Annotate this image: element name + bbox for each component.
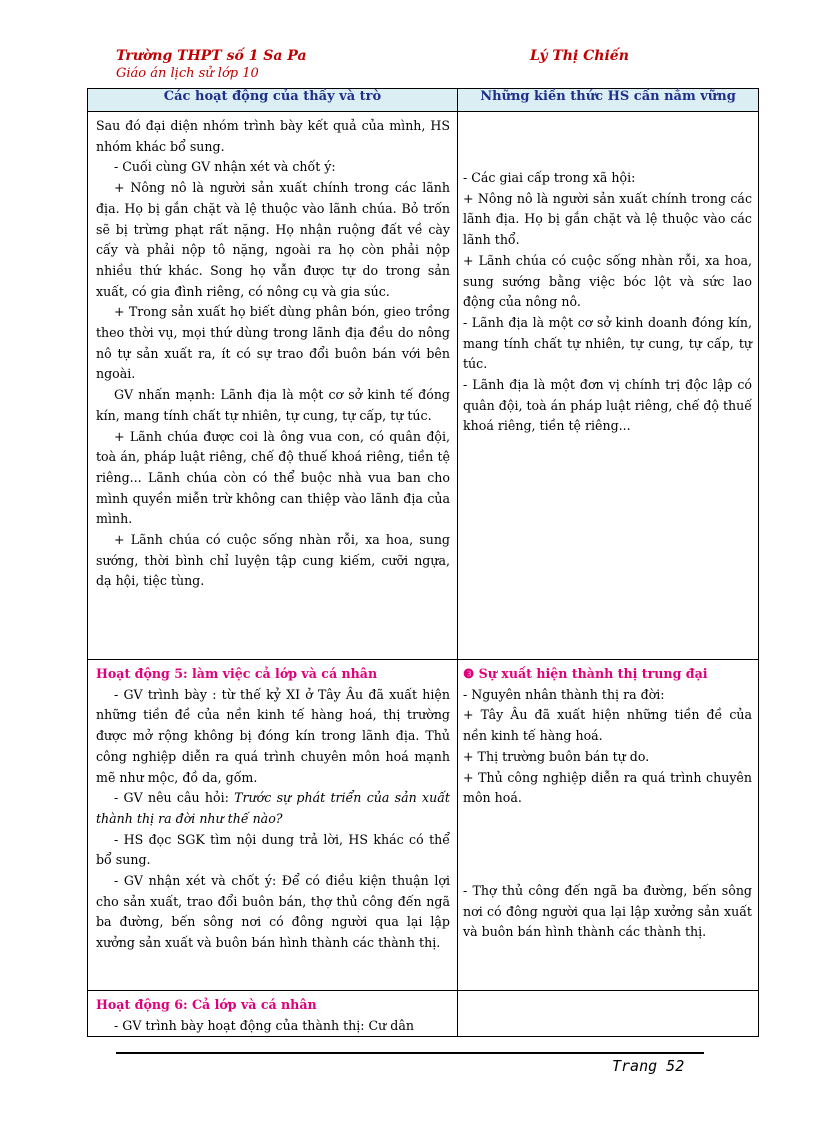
paragraph: - GV nhận xét và chốt ý: Để có điều kiện thuận lợi cho sản xuất, trao đổi buôn bán, thợ thủ công đến ngã ba đường, bến sông nơi có đông người qua lại lập xưởng sản xuất và buôn bán hình thành các thành thị. — [96, 873, 450, 951]
paragraph: - GV trình bày : từ thế kỷ XI ở Tây Âu đã xuất hiện những tiền đề của nền kinh tế hàng hoá, thị trường được mở rộng không bị đóng kín trong lãnh địa. Thủ công nghiệp diễn ra quá trình chuyên môn hoá mạnh mẽ như mộc, đồ da, gốm. — [96, 686, 450, 785]
paragraph: - Lãnh địa là một đơn vị chính trị độc lập có quân đội, toà án pháp luật riêng, chế độ thuế khoá riêng, tiền tệ riêng... — [463, 377, 752, 434]
activity-heading: Hoạt động 6: Cả lớp và cá nhân — [96, 997, 317, 1012]
activity-heading: Hoạt động 5: làm việc cả lớp và cá nhân — [96, 666, 378, 681]
row2-right-cell — [458, 660, 759, 991]
row1-right-cell — [458, 112, 759, 660]
row3-right-cell — [458, 991, 759, 1037]
question-text: Trước sự phát triển của sản xuất thành thị ra đời như thế nào? — [96, 790, 450, 826]
column-header-knowledge: Những kiến thức HS cần nắm vững — [458, 89, 759, 112]
paragraph: + Lãnh chúa có cuộc sống nhàn rỗi, xa hoa, sung sướng bằng việc bóc lột và sức lao động của nông nô. — [463, 252, 752, 310]
paragraph: - Thợ thủ công đến ngã ba đường, bến sông nơi có đông người qua lại lập xưởng sản xuất và buôn bán hình thành các thành thị. — [463, 882, 752, 940]
paragraph: + Tây Âu đã xuất hiện những tiền đề của nền kinh tế hàng hoá. — [463, 707, 752, 744]
table-row — [88, 112, 759, 660]
paragraph: - Nguyên nhân thành thị ra đời: — [463, 686, 665, 702]
paragraph: + Thị trường buôn bán tự do. — [463, 748, 650, 764]
lesson-table — [87, 88, 759, 1037]
question-paragraph — [96, 788, 450, 829]
row3-left-cell — [88, 991, 458, 1037]
paragraph: + Thủ công nghiệp diễn ra quá trình chuyên môn hoá. — [463, 769, 752, 806]
paragraph: + Nông nô là người sản xuất chính trong các lãnh địa. Họ bị gắn chặt và lệ thuộc vào các lãnh thổ. — [463, 190, 752, 248]
paragraph: + Lãnh chúa có cuộc sống nhàn rỗi, xa hoa, sung sướng, thời bình chỉ luyện tập cung kiếm, cưỡi ngựa, dạ hội, tiệc tùng. — [96, 532, 450, 589]
paragraph: GV nhấn mạnh: Lãnh địa là một cơ sở kinh tế đóng kín, mang tính chất tự nhiên, tự cung, tự cấp, tự túc. — [96, 387, 450, 423]
header-author: Lý Thị Chiến — [530, 48, 629, 64]
paragraph: - Lãnh địa là một cơ sở kinh doanh đóng kín, mang tính chất tự nhiên, tự cung, tự cấp, tự túc. — [463, 314, 752, 372]
paragraph: - HS đọc SGK tìm nội dung trả lời, HS khác có thể bổ sung. — [96, 831, 450, 868]
question-prefix: - GV nêu câu hỏi: — [114, 790, 235, 806]
paragraph: Sau đó đại diện nhóm trình bày kết quả của mình, HS nhóm khác bổ sung. — [96, 118, 450, 154]
table-row — [88, 991, 759, 1037]
row2-left-cell — [88, 660, 458, 991]
paragraph: - Cuối cùng GV nhận xét và chốt ý: — [114, 159, 336, 175]
paragraph: + Nông nô là người sản xuất chính trong các lãnh địa. Họ bị gắn chặt và lệ thuộc vào lãnh chúa. Bỏ trốn sẽ bị trừng phạt rất nặng. Họ nhận ruộng đất về cày cấy và phải nộp tô nặng, ngoài ra họ còn phải nộp nhiều thứ khác. Song họ vẫn được tự do trong sản xuất, có gia đình riêng, có nông cụ và gia súc. — [96, 180, 450, 299]
paragraph: + Trong sản xuất họ biết dùng phân bón, gieo trồng theo thời vụ, mọi thứ dùng trong lãnh địa đều do nông nô tự sản xuất ra, ít có sự trao đổi buôn bán với bên ngoài. — [96, 304, 450, 382]
paragraph: + Lãnh chúa được coi là ông vua con, có quân đội, toà án, pháp luật riêng, chế độ thuế khoá riêng, tiền tệ riêng... Lãnh chúa còn có thể buộc nhà vua ban cho mình quyền miễn trừ không can thiệp vào lãnh địa của mình. — [96, 428, 450, 527]
paragraph: - Các giai cấp trong xã hội: — [463, 170, 636, 185]
header-subject: Giáo án lịch sử lớp 10 — [116, 66, 259, 81]
table-header-row — [88, 89, 759, 112]
table-row — [88, 660, 759, 991]
header-school: Trường THPT số 1 Sa Pa — [116, 48, 307, 64]
page-number: Trang 52 — [612, 1057, 685, 1075]
footer-divider — [116, 1052, 704, 1054]
row1-left-cell — [88, 112, 458, 660]
section-heading: ❸ Sự xuất hiện thành thị trung đại — [463, 666, 708, 681]
column-header-activities: Các hoạt động của thầy và trò — [88, 89, 458, 112]
paragraph: - GV trình bày hoạt động của thành thị: Cư dân — [114, 1017, 414, 1033]
